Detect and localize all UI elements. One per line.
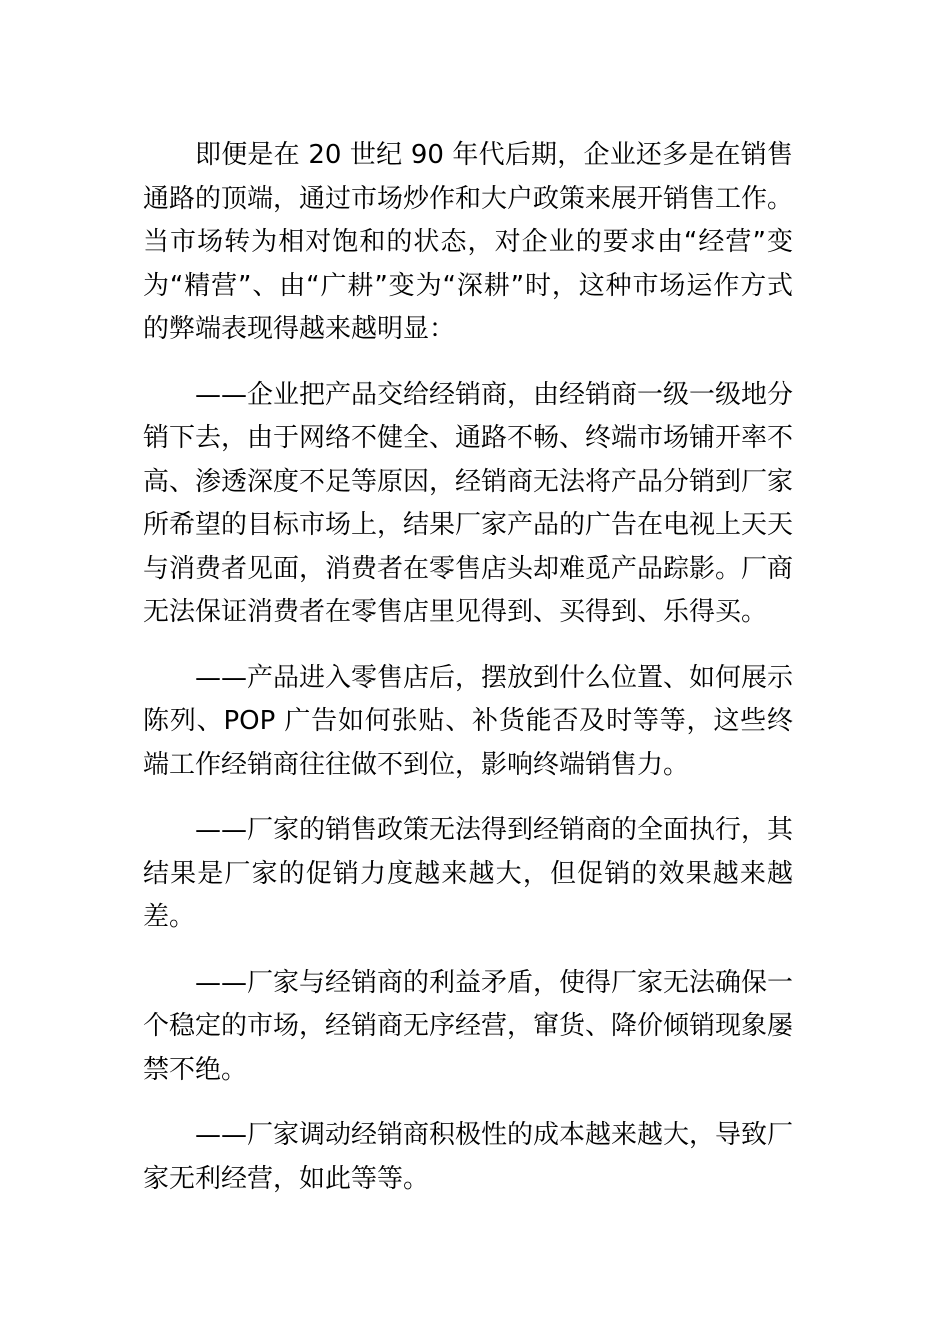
paragraph-distribution: ——企业把产品交给经销商，由经销商一级一级地分销下去，由于网络不健全、通路不畅、终端市场铺开率不高、渗透深度不足等原因，经销商无法将产品分销到厂家所希望的目标市场上，结果厂家产品的广告在电视上天天与消费者见面，消费者在零售店头却难觅产品踪影。厂商无法保证消费者在零售店里见得到、买得到、乐得买。 (143, 379, 794, 627)
paragraph-retail-display: ——产品进入零售店后，摆放到什么位置、如何展示陈列、POP 广告如何张贴、补货能否及时等等，这些终端工作经销商往往做不到位，影响终端销售力。 (143, 662, 794, 780)
paragraph-intro: 即便是在 20 世纪 90 年代后期，企业还多是在销售通路的顶端，通过市场炒作和大户政策来展开销售工作。当市场转为相对饱和的状态，对企业的要求由“经营”变为“精营”、由“广耕”变为“深耕”时，这种市场运作方式的弊端表现得越来越明显： (143, 140, 794, 344)
document-body (143, 134, 793, 1223)
paragraph-interest-conflict: ——厂家与经销商的利益矛盾，使得厂家无法确保一个稳定的市场，经销商无序经营，窜货、降价倾销现象屡禁不绝。 (143, 967, 794, 1085)
paragraph-sales-policy: ——厂家的销售政策无法得到经销商的全面执行，其结果是厂家的促销力度越来越大，但促销的效果越来越差。 (143, 815, 794, 932)
paragraph-cost: ——厂家调动经销商积极性的成本越来越大，导致厂家无利经营，如此等等。 (143, 1120, 794, 1194)
